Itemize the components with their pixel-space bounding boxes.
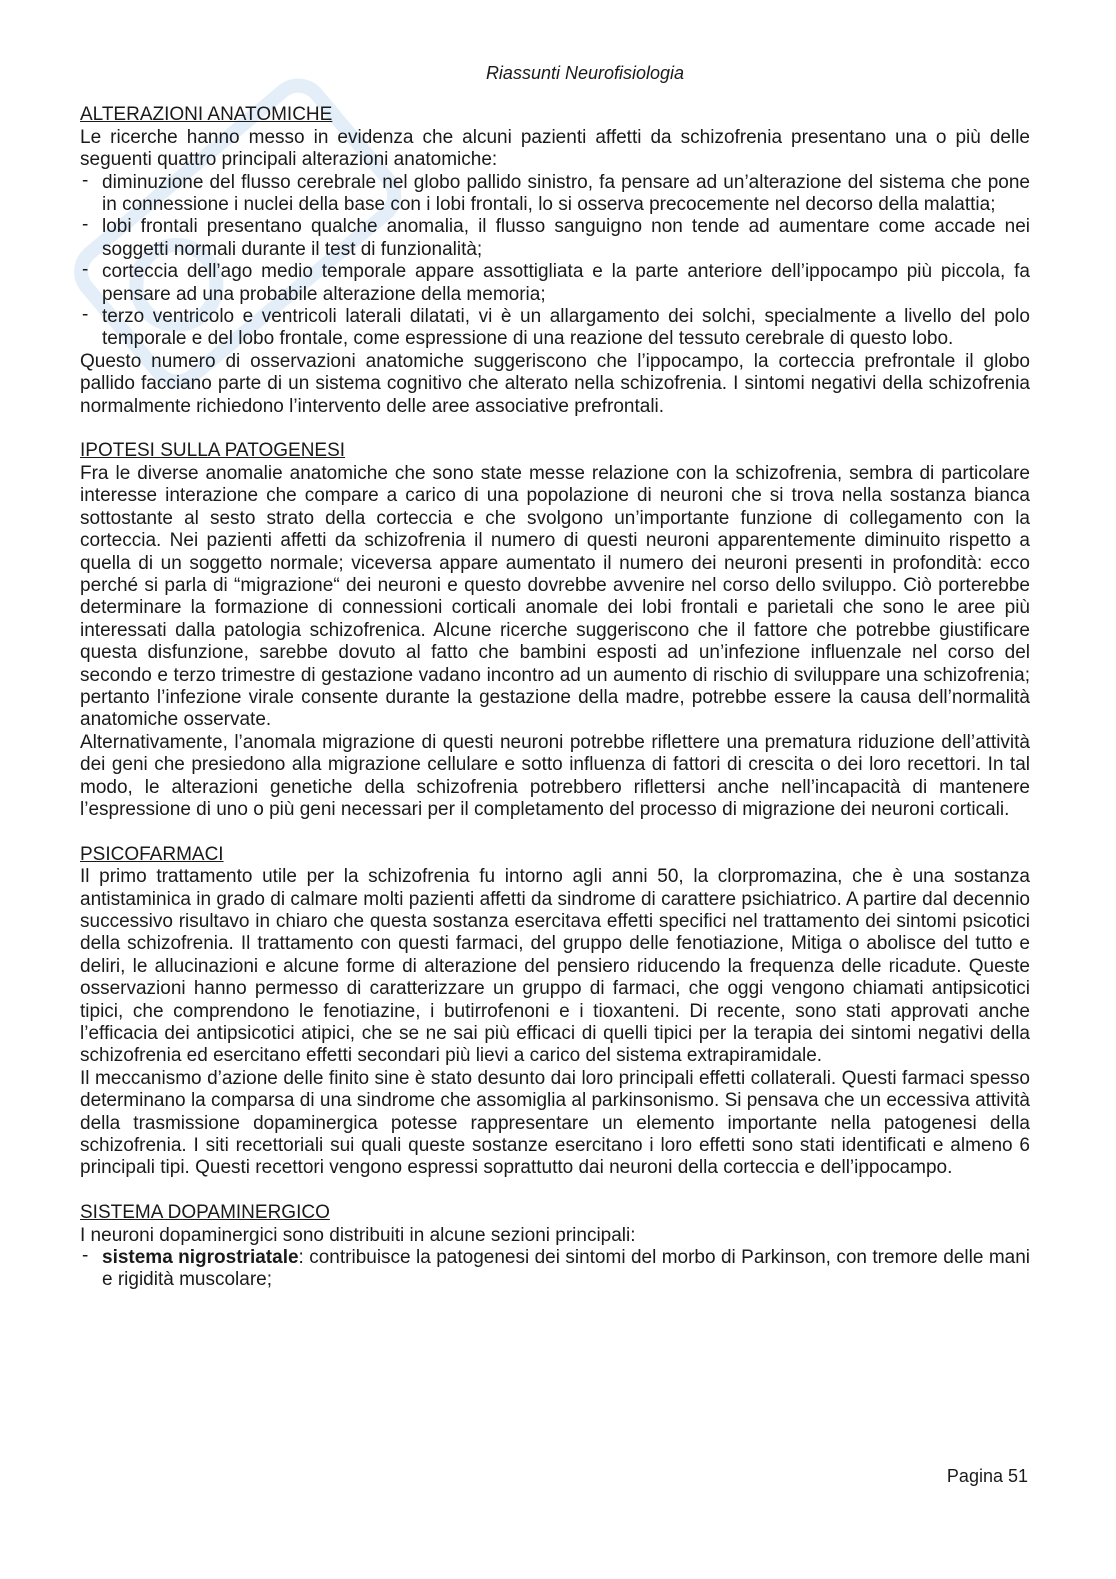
paragraph: Le ricerche hanno messo in evidenza che alcuni pazienti affetti da schizofrenia presentano una o più delle seguenti quattro principali alterazioni anatomiche: xyxy=(80,126,1030,171)
section-title: ALTERAZIONI ANATOMICHE xyxy=(80,104,333,126)
paragraph: I neuroni dopaminergici sono distribuiti in alcune sezioni principali: xyxy=(80,1224,636,1246)
list-item: - diminuzione del flusso cerebrale nel globo pallido sinistro, fa pensare ad un’alterazione del sistema che pone in connessione i nuclei della base con i lobi frontali, lo si osserva precocemente nel decorso della malattia; xyxy=(80,172,1030,217)
bold-term: sistema nigrostriatale xyxy=(102,1247,299,1269)
section-title: IPOTESI SULLA PATOGENESI xyxy=(80,440,346,462)
bullet-list xyxy=(80,172,1030,351)
paragraph: Questo numero di osservazioni anatomiche suggeriscono che l’ippocampo, la corteccia prefrontale il globo pallido facciano parte di un sistema cognitivo che alterato nella schizofrenia. I sintomi negativi della schizofrenia normalmente richiedono l’intervento delle aree associative prefrontali. xyxy=(80,350,1030,417)
section-title: PSICOFARMACI xyxy=(80,843,224,865)
document-page xyxy=(80,62,1030,1314)
section-sistema-dopaminergico xyxy=(80,1202,1030,1292)
section-alterazioni-anatomiche xyxy=(80,104,1030,418)
paragraph: Il primo trattamento utile per la schizofrenia fu intorno agli anni 50, la clorpromazina, che è una sostanza antistaminica in grado di calmare molti pazienti affetti da sindrome di carattere psichiatrico. A partire dal decennio successivo risultavo in chiaro che questa sostanza esercitava effetti specifici nel trattamento dei sintomi psicotici della schizofrenia. Il trattamento con questi farmaci, del gruppo delle fenotiazione, Mitiga o abolisce del tutto e deliri, le allucinazioni e alcune forme di alterazione del pensiero riducendo la frequenza delle ricadute. Queste osservazioni hanno permesso di caratterizzare un gruppo di farmaci, che oggi vengono chiamati antipsicotici tipici, che comprendono le fenotiazine, i butirrofenoni e i tioxanteni. Di recente, sono stati approvati anche l’efficacia dei antipsicotici atipici, che se ne sai più efficaci di quelli tipici per la terapia dei sintomi negativi della schizofrenia ed esercitano effetti secondari più lievi a carico del sistema extrapiramidale. xyxy=(80,866,1030,1067)
list-item: - corteccia dell’ago medio temporale appare assottigliata e la parte anteriore dell’ippocampo più piccola, fa pensare ad una probabile alterazione della memoria; xyxy=(80,261,1030,306)
paragraph: Il meccanismo d’azione delle finito sine è stato desunto dai loro principali effetti collaterali. Questi farmaci spesso determinano la comparsa di una sindrome che assomiglia al parkinsonismo. Si pensava che un eccessiva attività della trasmissione dopaminergica potesse rappresentare un elemento importante nella patogenesi della schizofrenia. I siti recettoriali sui quali queste sostanze esercitano i loro effetti sono stati identificati e almeno 6 principali tipi. Questi recettori vengono espressi soprattutto dai neuroni della corteccia e dell’ippocampo. xyxy=(80,1067,1030,1179)
list-item xyxy=(80,1247,1030,1292)
list-item: - lobi frontali presentano qualche anomalia, il flusso sanguigno non tende ad aumentare come accade nei soggetti normali durante il test di funzionalità; xyxy=(80,216,1030,261)
paragraph: Fra le diverse anomalie anatomiche che sono state messe relazione con la schizofrenia, sembra di particolare interesse interazione che compare a carico di una popolazione di neuroni che si trova nella sostanza bianca sottostante al sesto strato della corteccia e che svolgono un’importante funzione di collegamento con la corteccia. Nei pazienti affetti da schizofrenia il numero di questi neuroni apparentemente diminuito rispetto a quella di un soggetto normale; viceversa appare aumentato il numero dei neuroni presenti in profondità: ecco perché si parla di “migrazione“ dei neuroni e questo dovrebbe avvenire nel corso dello sviluppo. Ciò porterebbe determinare la formazione di connessioni corticali anomale dei lobi frontali e parietali che sono le aree più interessati dalla patologia schizofrenica. Alcune ricerche suggeriscono che il fattore che potrebbe giustificare questa disfunzione, sarebbe dovuto al fatto che bambini esposti ad un’infezione influenzale nel corso del secondo e terzo trimestre di gestazione vadano incontro ad un aumento di rischio di sviluppare una schizofrenia; pertanto l’infezione virale consente durante la gestazione della madre, potrebbe essere la causa dell’normalità anatomiche osservate. xyxy=(80,462,1030,731)
paragraph: Alternativamente, l’anomala migrazione di questi neuroni potrebbe riflettere una prematura riduzione dell’attività dei geni che presiedono alla migrazione cellulare e sotto influenza di fattori di crescita o dei loro recettori. In tal modo, le alterazioni genetiche della schizofrenia potrebbero riflettersi anche nell’incapacità di mantenere l’espressione di uno o più geni necessari per il completamento del processo di migrazione dei neuroni corticali. xyxy=(80,731,1030,820)
bullet-list xyxy=(80,1247,1030,1292)
section-psicofarmaci xyxy=(80,844,1030,1180)
list-item: - terzo ventricolo e ventricoli laterali dilatati, vi è un allargamento dei solchi, specialmente a livello del polo temporale e del lobo frontale, come espressione di una reazione del tessuto cerebrale di questo lobo. xyxy=(80,306,1030,351)
page-number: Pagina 51 xyxy=(946,1466,1028,1486)
page-header: Riassunti Neurofisiologia xyxy=(485,63,685,83)
section-ipotesi-patogenesi xyxy=(80,440,1030,821)
list-item-text: : contribuisce la patogenesi dei sintomi del morbo di Parkinson, con tremore delle mani e rigidità muscolare; xyxy=(102,1247,1030,1291)
section-title: SISTEMA DOPAMINERGICO xyxy=(80,1202,330,1224)
